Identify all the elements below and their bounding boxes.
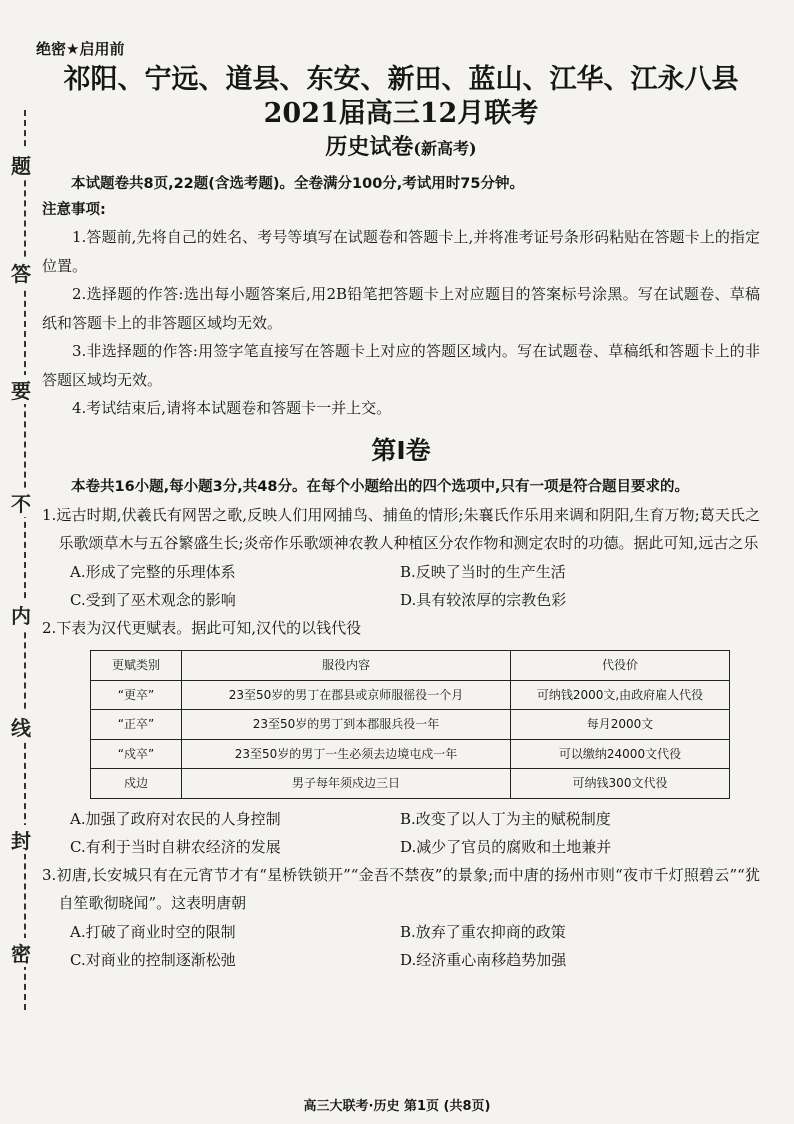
option-d[interactable]: D.经济重心南移趋势加强: [400, 950, 567, 969]
note-item: 1.答题前,先将自己的姓名、考号等填写在试题卷和答题卡上,并将准考证号条形码粘贴在答题卡上的指定位置。: [42, 228, 760, 275]
table-cell: “更卒”: [91, 680, 182, 710]
question-stem: 1.远古时期,伏羲氏有网罟之歌,反映人们用网捕鸟、捕鱼的情形;朱襄氏作乐用来调和阴阳,生育万物;葛天氏之乐歌颂草木与五谷繁盛生长;炎帝作乐歌颂神农教人种植区分农作物和测定农时的功德。据此可知,远古之乐: [42, 505, 760, 552]
table-cell: 男子每年须戍边三日: [182, 769, 511, 799]
option-b[interactable]: B.反映了当时的生产生活: [400, 562, 566, 581]
option-a[interactable]: A.打破了商业时空的限制: [70, 922, 236, 941]
option-d[interactable]: D.减少了官员的腐败和土地兼并: [400, 837, 612, 856]
section-title: 第Ⅰ卷: [371, 435, 431, 465]
table-row: [91, 710, 730, 740]
exam-subject-title: [42, 131, 760, 165]
exam-title-session: 2021届高三12月联考: [263, 98, 539, 129]
question-options: [42, 558, 760, 614]
han-fee-table: [90, 650, 730, 799]
confidential-label: 绝密★启用前: [36, 40, 125, 58]
table-header: 代役价: [511, 651, 730, 681]
table-cell: 每月2000文: [511, 710, 730, 740]
question-options: [42, 918, 760, 974]
margin-char: 答: [8, 258, 34, 287]
table-cell: 23至50岁的男丁一生必须去边境屯戍一年: [182, 739, 511, 769]
subject-name: 历史试卷: [325, 134, 414, 160]
seal-dashed-line: [24, 110, 26, 1010]
margin-char: 密: [8, 938, 34, 967]
option-c[interactable]: C.对商业的控制逐渐松弛: [70, 950, 236, 969]
note-item: 3.非选择题的作答:用签字笔直接写在答题卡上对应的答题区域内。写在试题卷、草稿纸和答题卡上的非答题区域均无效。: [42, 342, 760, 389]
margin-char: 内: [8, 600, 34, 629]
exam-title-counties: 祁阳、宁远、道县、东安、新田、蓝山、江华、江永八县: [63, 64, 739, 95]
notes-heading: 注意事项:: [42, 202, 106, 218]
table-header: 更赋类别: [91, 651, 182, 681]
table-cell: 23至50岁的男丁在郡县或京师服徭役一个月: [182, 680, 511, 710]
option-c[interactable]: C.受到了巫术观念的影响: [70, 590, 236, 609]
table-row: [91, 769, 730, 799]
question-stem: 2.下表为汉代更赋表。据此可知,汉代的以钱代役: [42, 618, 362, 637]
margin-char: 题: [8, 150, 34, 179]
table-cell: 可以缴纳24000文代役: [511, 739, 730, 769]
exam-page: [36, 38, 760, 974]
table-cell: 23至50岁的男丁到本郡服兵役一年: [182, 710, 511, 740]
note-item: 2.选择题的作答:选出每小题答案后,用2B铅笔把答题卡上对应题目的答案标号涂黑。写在试题卷、草稿纸和答题卡上的非答题区域均无效。: [42, 285, 760, 332]
option-d[interactable]: D.具有较浓厚的宗教色彩: [400, 590, 567, 609]
option-a[interactable]: A.形成了完整的乐理体系: [70, 562, 236, 581]
table-row: [91, 680, 730, 710]
question-1: [42, 501, 760, 614]
margin-char: 封: [8, 825, 34, 854]
page-footer: 高三大联考·历史 第1页 (共8页): [303, 1099, 491, 1114]
table-header-row: [91, 651, 730, 681]
option-b[interactable]: B.放弃了重农抑商的政策: [400, 922, 566, 941]
section-intro: 本卷共16小题,每小题3分,共48分。在每个小题给出的四个选项中,只有一项是符合题目要求的。: [71, 478, 689, 495]
question-3: [42, 861, 760, 974]
table-cell: 可纳钱300文代役: [511, 769, 730, 799]
exam-intro: 本试题卷共8页,22题(含选考题)。全卷满分100分,考试用时75分钟。: [71, 176, 524, 192]
question-2: [42, 614, 760, 861]
margin-char: 要: [8, 375, 34, 404]
table-row: [91, 739, 730, 769]
table-header: 服役内容: [182, 651, 511, 681]
question-options: [42, 805, 760, 861]
note-item: 4.考试结束后,请将本试题卷和答题卡一并上交。: [72, 399, 392, 417]
table-cell: 可纳钱2000文,由政府雇人代役: [511, 680, 730, 710]
table-cell: “戍卒”: [91, 739, 182, 769]
option-a[interactable]: A.加强了政府对农民的人身控制: [70, 809, 281, 828]
margin-char: 不: [8, 488, 34, 517]
subject-edition: (新高考): [413, 139, 477, 158]
binding-margin: [0, 0, 40, 1124]
table-cell: 戍边: [91, 769, 182, 799]
option-b[interactable]: B.改变了以人丁为主的赋税制度: [400, 809, 611, 828]
option-c[interactable]: C.有利于当时自耕农经济的发展: [70, 837, 281, 856]
question-stem: 3.初唐,长安城只有在元宵节才有“星桥铁锁开”“金吾不禁夜”的景象;而中唐的扬州市则“夜市千灯照碧云”“犹自笙歌彻晓闻”。这表明唐朝: [42, 865, 760, 912]
table-cell: “正卒”: [91, 710, 182, 740]
margin-char: 线: [8, 712, 34, 741]
